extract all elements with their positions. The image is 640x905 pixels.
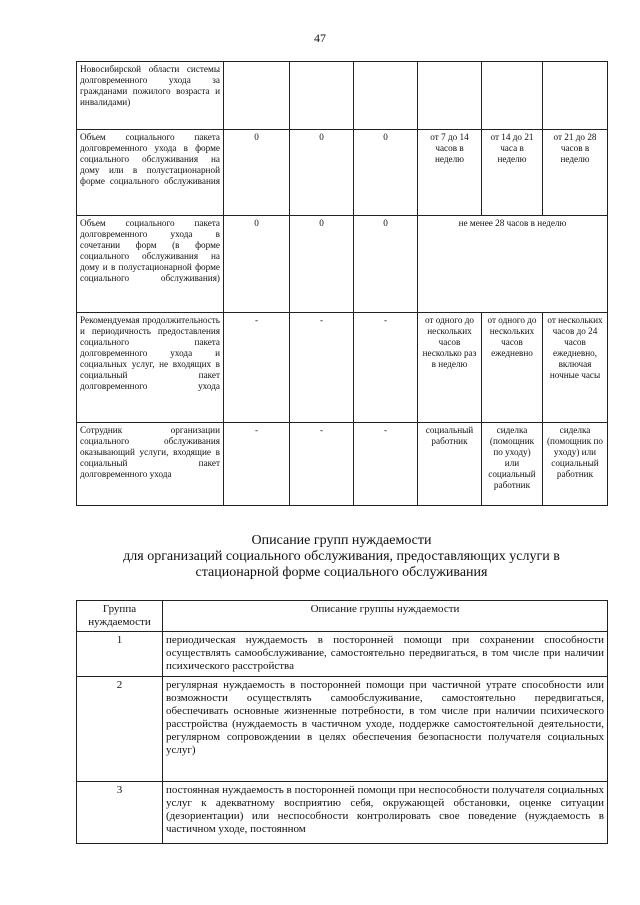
table-row: [77, 782, 608, 844]
group-number: 2: [77, 677, 163, 782]
table-cell: от 14 до 21 часа в неделю: [482, 130, 543, 216]
table-cell: [543, 62, 608, 130]
needs-groups-table: [76, 600, 608, 844]
table-cell: 0: [224, 130, 290, 216]
long-term-care-table: [76, 61, 608, 506]
table-cell: -: [224, 423, 290, 506]
column-header: Описание группы нуждаемости: [163, 601, 608, 632]
table-cell: [354, 62, 418, 130]
table-cell: [224, 62, 290, 130]
table-cell: сиделка (помощник по уходу) или социальный работник: [543, 423, 608, 506]
table-cell: -: [290, 313, 354, 423]
table-row: [77, 677, 608, 782]
table-cell: от 21 до 28 часов в неделю: [543, 130, 608, 216]
table-row: [77, 216, 608, 313]
table-cell: сиделка (помощник по уходу) или социальный работник: [482, 423, 543, 506]
table-cell: 0: [354, 216, 418, 313]
group-number: 3: [77, 782, 163, 844]
table-cell: от 7 до 14 часов в неделю: [418, 130, 482, 216]
table-header-row: [77, 601, 608, 632]
table-cell: [418, 62, 482, 130]
table-row: [77, 313, 608, 423]
table-cell: -: [224, 313, 290, 423]
table-row: [77, 130, 608, 216]
row-label: Объем социального пакета долговременного ухода в сочетании форм (в форме социального обслуживания на дому и в полустационарной форме социального обслуживания): [77, 216, 224, 313]
merged-cell: не менее 28 часов в неделю: [418, 216, 608, 313]
section-title-line: стационарной форме социального обслуживания: [195, 565, 488, 580]
table-row: [77, 632, 608, 677]
table-cell: [290, 62, 354, 130]
group-description: периодическая нуждаемость в посторонней помощи при сохранении способности осуществлять самообслуживание, самостоятельно передвигаться, в том числе при наличии психического расстройства: [163, 632, 608, 677]
row-label: Новосибирской области системы долговременного ухода за гражданами пожилого возраста и инвалидами): [77, 62, 224, 130]
table-cell: [482, 62, 543, 130]
row-label: Объем социального пакета долговременного ухода в форме социального обслуживания на дому или в полустационарной форме социального обслуживания: [77, 130, 224, 216]
table-cell: 0: [290, 216, 354, 313]
table-cell: -: [354, 313, 418, 423]
page-number: 47: [314, 31, 326, 45]
section-title-line: Описание групп нуждаемости: [251, 533, 432, 548]
table-cell: 0: [224, 216, 290, 313]
section-title: [76, 533, 607, 581]
table-cell: от нескольких часов до 24 часов ежедневно, включая ночные часы: [543, 313, 608, 423]
table-cell: 0: [354, 130, 418, 216]
table-cell: 0: [290, 130, 354, 216]
row-label: Рекомендуемая продолжительность и периодичность предоставления социального пакета долговременного ухода и социальных услуг, не входящих в социальный пакет долговременного ухода: [77, 313, 224, 423]
table-row: [77, 62, 608, 130]
group-description: регулярная нуждаемость в посторонней помощи при частичной утрате способности или возможности осуществлять самообслуживание, самостоятельно передвигаться, обеспечивать основные жизненные потребности, в том числе при наличии психического расстройства (нуждаемость в частичном уходе, поддержке самостоятельной деятельности, регулярном сопровождении в целях обеспечения безопасности получателя социальных услуг): [163, 677, 608, 782]
row-label: Сотрудник организации социального обслуживания оказывающий услуги, входящие в социальный пакет долговременного ухода: [77, 423, 224, 506]
table-cell: социальный работник: [418, 423, 482, 506]
table-cell: -: [290, 423, 354, 506]
table-cell: от одного до нескольких часов несколько раз в неделю: [418, 313, 482, 423]
section-title-line: для организаций социального обслуживания, предоставляющих услуги в: [123, 549, 560, 564]
table-cell: от одного до нескольких часов ежедневно: [482, 313, 543, 423]
group-number: 1: [77, 632, 163, 677]
group-description: постоянная нуждаемость в посторонней помощи при неспособности получателя социальных услуг к адекватному восприятию себя, окружающей обстановки, оценке ситуации (дезориентации) или неспособности контролировать свое поведение (нуждаемость в частичном уходе, постоянном: [163, 782, 608, 844]
table-cell: -: [354, 423, 418, 506]
column-header: Группа нуждаемости: [77, 601, 163, 632]
table-row: [77, 423, 608, 506]
